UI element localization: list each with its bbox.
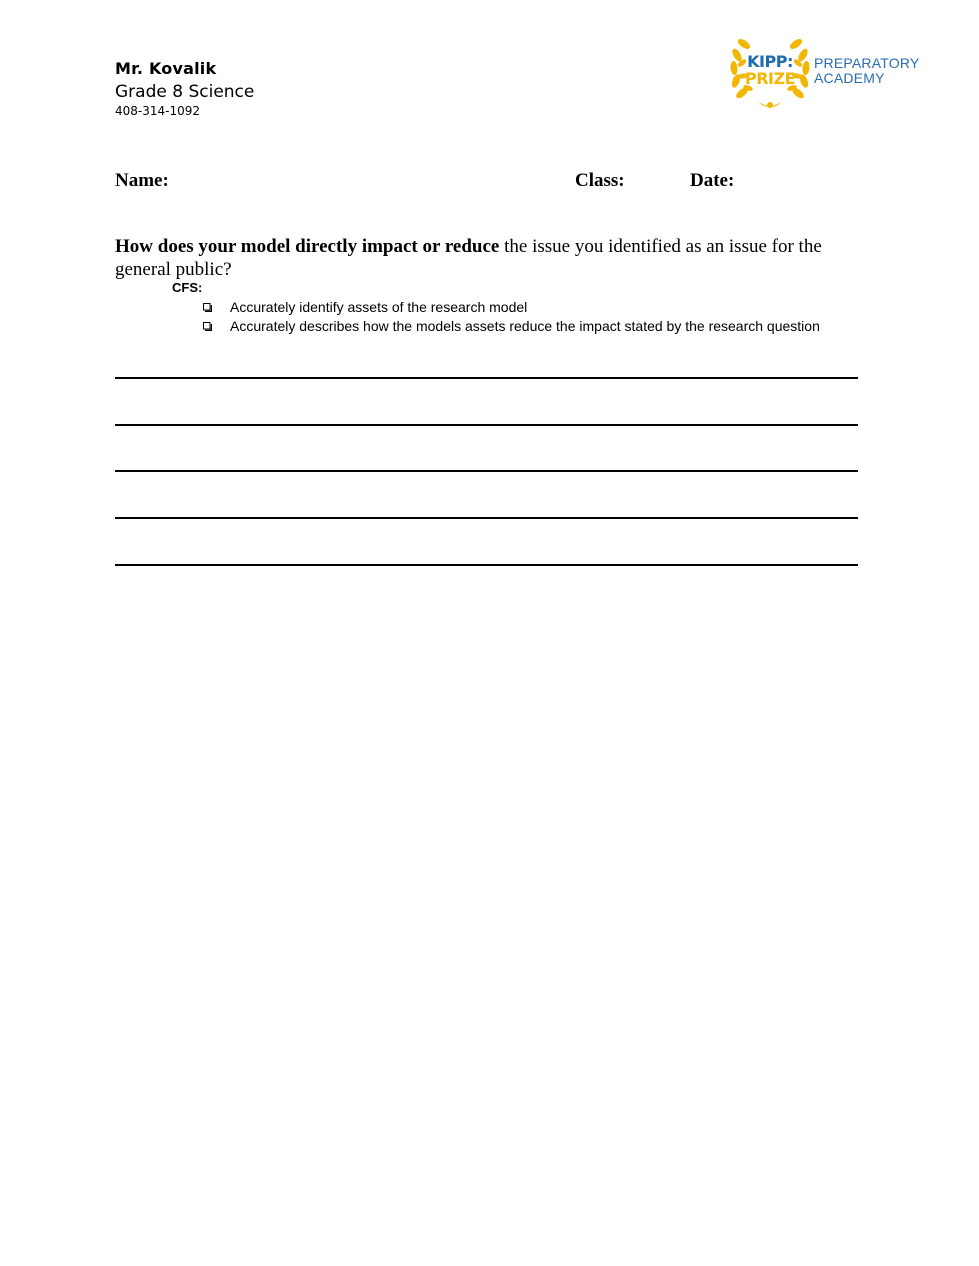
- teacher-name: Mr. Kovalik: [115, 59, 217, 78]
- logo-prize-text: PRIZE: [744, 69, 796, 88]
- answer-line[interactable]: [115, 564, 858, 566]
- teacher-info: [115, 58, 254, 119]
- list-item: [200, 298, 820, 317]
- student-info-fields: [115, 170, 860, 194]
- answer-line[interactable]: [115, 517, 858, 519]
- question-regular-text: the issue you identified as an issue for the general public?: [115, 236, 822, 280]
- answer-line[interactable]: [115, 424, 858, 426]
- logo-academy-line2: ACADEMY: [814, 70, 885, 86]
- checkbox-icon: [203, 322, 212, 331]
- teacher-phone: 408-314-1092: [115, 104, 201, 118]
- question-prompt: [115, 235, 860, 281]
- logo-kipp-text: KIPP:: [747, 52, 793, 71]
- logo-academy-line1: PREPARATORY: [814, 55, 920, 71]
- answer-line[interactable]: [115, 377, 858, 379]
- name-label: Name:: [115, 170, 169, 191]
- cfs-label: CFS:: [172, 280, 203, 295]
- checklist-item-text: Accurately identify assets of the research model: [230, 299, 528, 315]
- list-item: [200, 317, 820, 336]
- school-logo: [728, 33, 918, 111]
- answer-line[interactable]: [115, 470, 858, 472]
- cfs-checklist: [200, 298, 820, 336]
- teacher-course: Grade 8 Science: [115, 82, 255, 102]
- class-label: Class:: [575, 170, 625, 191]
- checklist-item-text: Accurately describes how the models assets reduce the impact stated by the research question: [230, 318, 820, 334]
- date-label: Date:: [690, 170, 735, 191]
- question-bold-text: How does your model directly impact or reduce: [115, 236, 500, 257]
- logo-academy-text: [814, 56, 919, 86]
- checkbox-icon: [203, 303, 212, 312]
